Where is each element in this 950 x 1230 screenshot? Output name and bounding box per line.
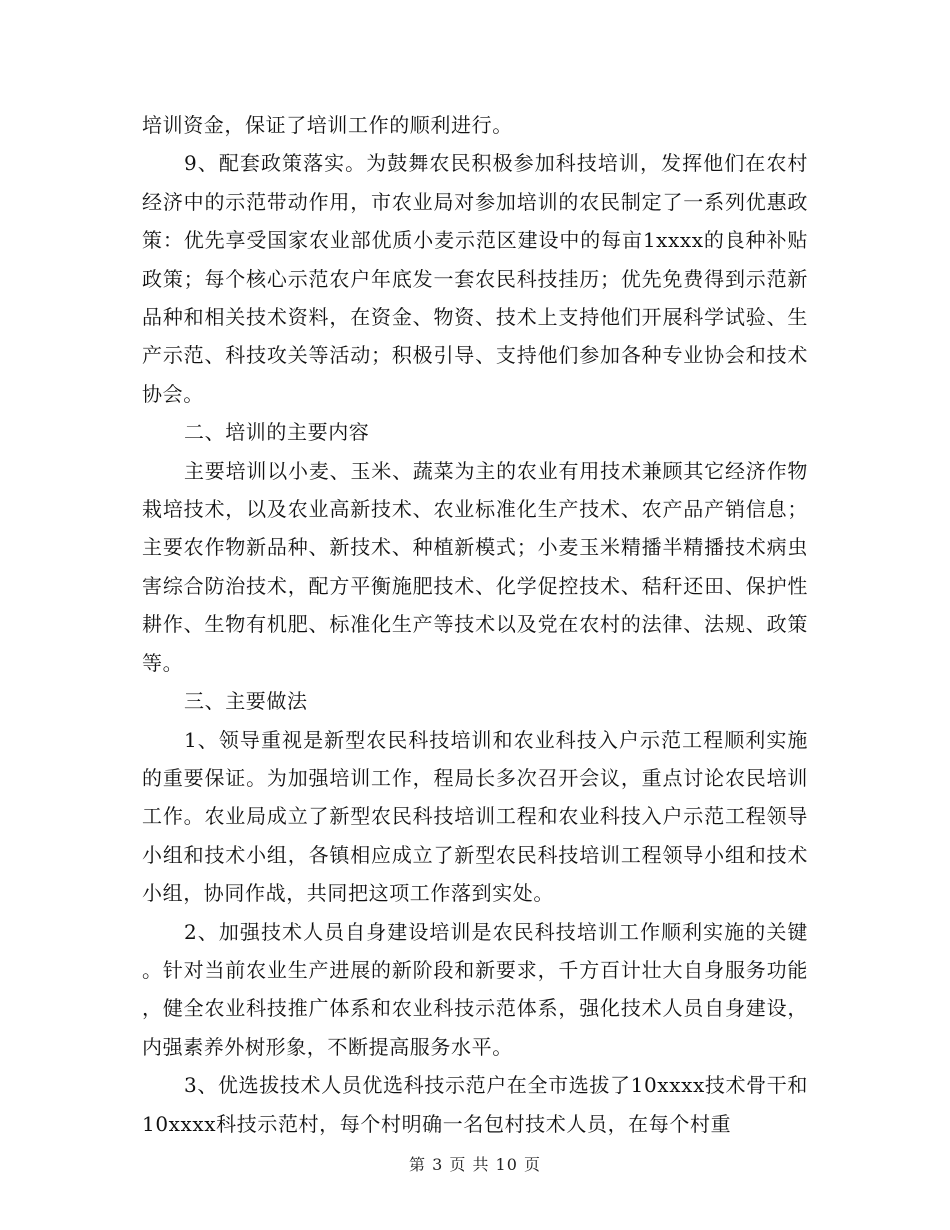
paragraph-continuation: 培训资金，保证了培训工作的顺利进行。 (142, 113, 513, 137)
paragraph-training-content: 主要培训以小麦、玉米、蔬菜为主的农业有用技术兼顾其它经济作物栽培技术，以及农业高新技术、农业标准化生产技术、农产品产销信息；主要农作物新品种、新技术、种植新模式；小麦玉米精播半精播技术病虫害综合防治技术，配方平衡施肥技术、化学促控技术、秸秆还田、保护性耕作、生物有机肥、标准化生产等技术以及党在农村的法律、法规、政策等。 (142, 458, 808, 675)
paragraph-leadership: 1、领导重视是新型农民科技培训和农业科技入户示范工程顺利实施的重要保证。为加强培训工作，程局长多次召开会议，重点讨论农民培训工作。农业局成立了新型农民科技培训工程和农业科技入户示范工程领导小组和技术小组，各镇相应成立了新型农民科技培训工程领导小组和技术小组，协同作战，共同把这项工作落到实处。 (142, 727, 808, 906)
paragraph-policy: 9、配套政策落实。为鼓舞农民积极参加科技培训，发挥他们在农村经济中的示范带动作用，市农业局对参加培训的农民制定了一系列优惠政策：优先享受国家农业部优质小麦示范区建设中的每亩1xxxx的良种补贴政策；每个核心示范农户年底发一套农民科技挂历；优先免费得到示范新品种和相关技术资料，在资金、物资、技术上支持他们开展科学试验、生产示范、科技攻关等活动；积极引导、支持他们参加各种专业协会和技术协会。 (142, 151, 808, 406)
paragraph-technical-staff: 2、加强技术人员自身建设培训是农民科技培训工作顺利实施的关键。针对当前农业生产进展的新阶段和新要求，千方百计壮大自身服务功能，健全农业科技推广体系和农业科技示范体系，强化技术人员自身建设，内强素养外树形象，不断提高服务水平。 (142, 919, 808, 1059)
page-number-footer: 第 3 页 共 10 页 (409, 1155, 541, 1174)
section-heading-training-content: 二、培训的主要内容 (184, 420, 370, 445)
paragraph-selection: 3、优选拔技术人员优选科技示范户在全市选拔了10xxxx技术骨干和10xxxx科技示范村，每个村明确一名包村技术人员，在每个村重 (142, 1073, 808, 1136)
body-text (142, 106, 808, 1143)
section-heading-main-methods: 三、主要做法 (184, 689, 308, 714)
